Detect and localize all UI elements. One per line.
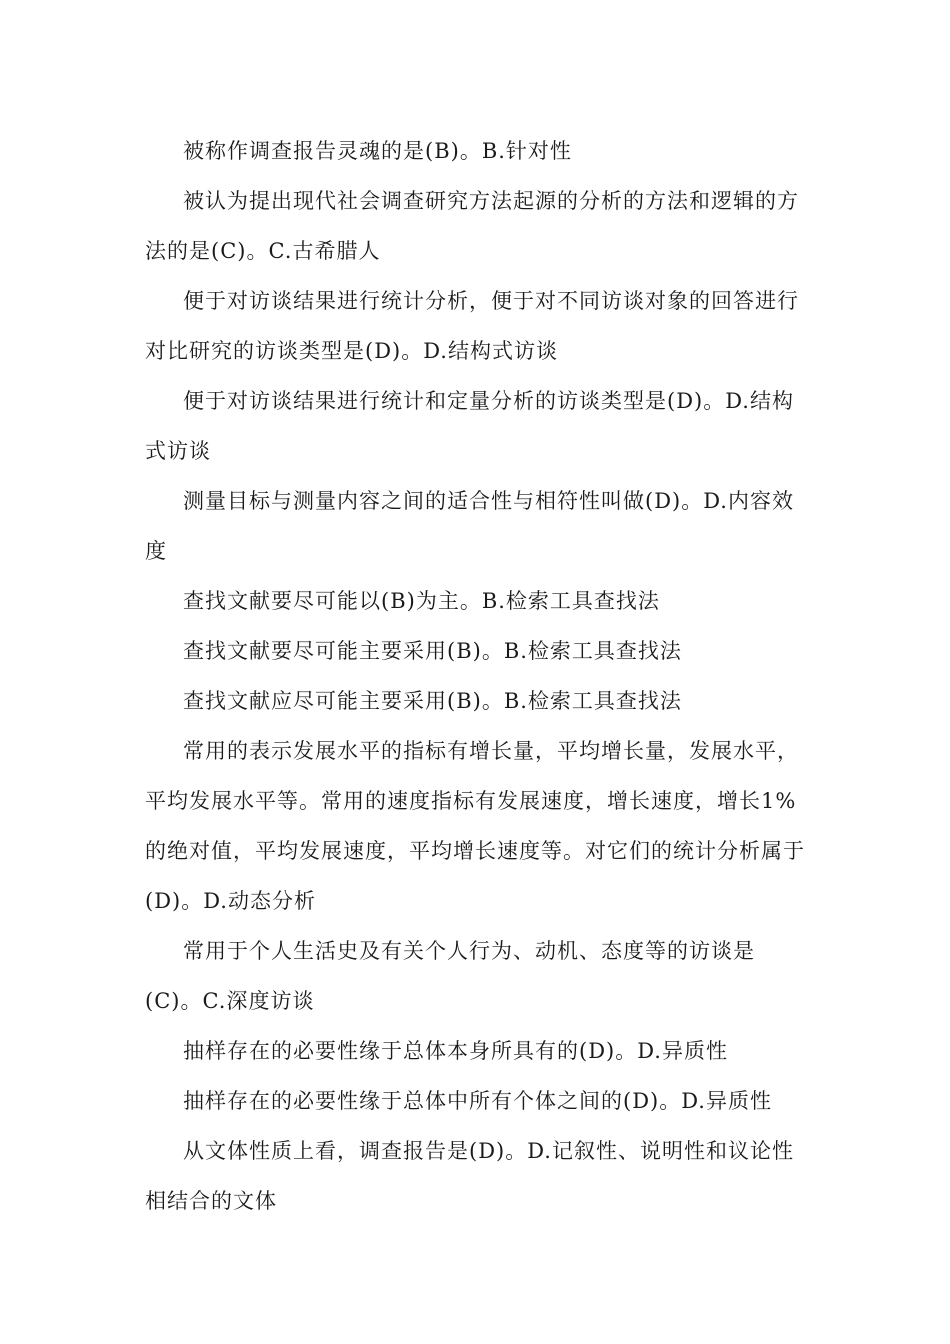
paragraph-8: 查找文献应尽可能主要采用(B)。B.检索工具查找法 <box>183 689 682 713</box>
paragraph-10: 常用于个人生活史及有关个人行为、动机、态度等的访谈是(C)。C.深度访谈 <box>145 939 755 1013</box>
paragraph-12: 抽样存在的必要性缘于总体中所有个体之间的(D)。D.异质性 <box>183 1089 772 1113</box>
paragraph-4: 便于对访谈结果进行统计和定量分析的访谈类型是(D)。D.结构式访谈 <box>145 389 794 463</box>
paragraph-9: 常用的表示发展水平的指标有增长量，平均增长量，发展水平，平均发展水平等。常用的速度指标有发展速度，增长速度，增长1%的绝对值，平均发展速度，平均增长速度等。对它们的统计分析属于(D)。D.动态分析 <box>145 739 805 913</box>
paragraph-6: 查找文献要尽可能以(B)为主。B.检索工具查找法 <box>183 589 660 613</box>
paragraph-11: 抽样存在的必要性缘于总体本身所具有的(D)。D.异质性 <box>183 1039 728 1063</box>
document-body <box>145 126 805 1226</box>
paragraph-5: 测量目标与测量内容之间的适合性与相符性叫做(D)。D.内容效度 <box>145 489 794 563</box>
paragraph-3: 便于对访谈结果进行统计分析，便于对不同访谈对象的回答进行对比研究的访谈类型是(D)。D.结构式访谈 <box>145 289 799 363</box>
paragraph-2: 被认为提出现代社会调查研究方法起源的分析的方法和逻辑的方法的是(C)。C.古希腊人 <box>145 189 799 263</box>
paragraph-7: 查找文献要尽可能主要采用(B)。B.检索工具查找法 <box>183 639 682 663</box>
paragraph-1: 被称作调查报告灵魂的是(B)。B.针对性 <box>183 139 572 163</box>
paragraph-13: 从文体性质上看，调查报告是(D)。D.记叙性、说明性和议论性相结合的文体 <box>145 1139 794 1213</box>
